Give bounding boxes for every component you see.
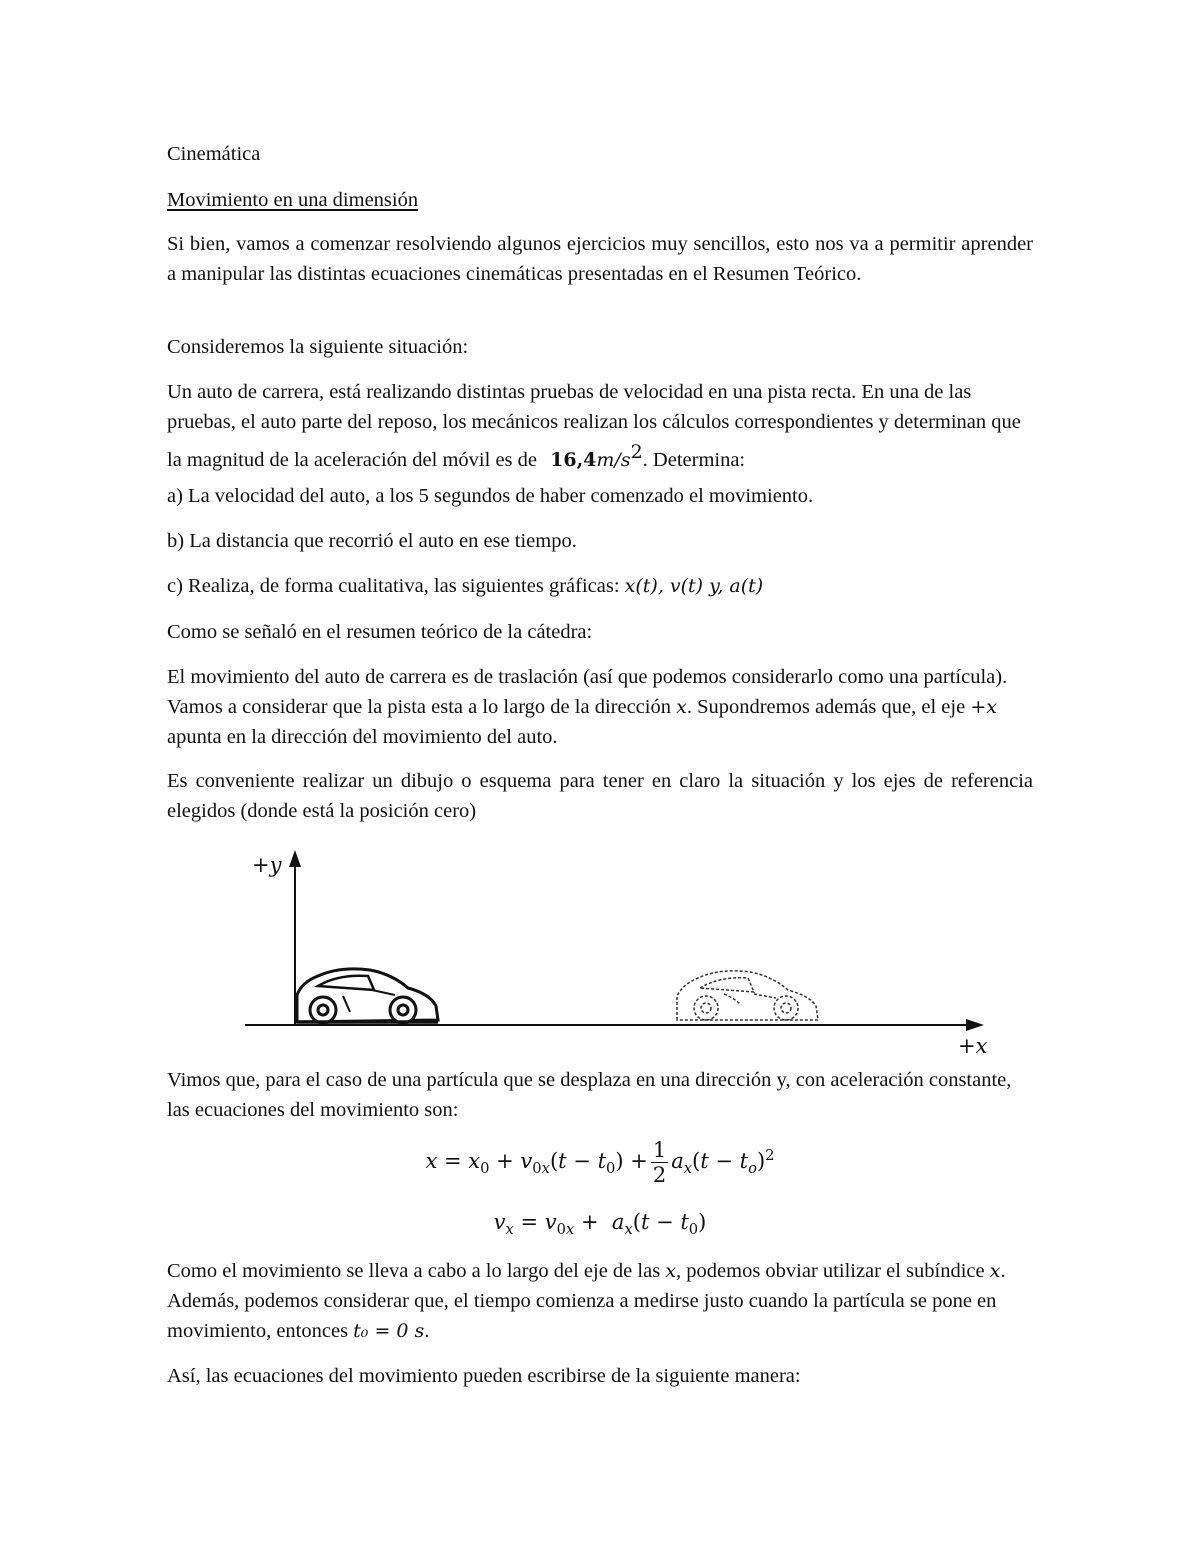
simplify-text-3: . Además, podemos considerar que, el tiempo comienza a medirse justo cuando la partícula se pone en movimiento, entonces [167, 1260, 1006, 1342]
closing-line: Así, las ecuaciones del movimiento pueden escribirse de la siguiente manera: [167, 1365, 801, 1387]
race-car-start-icon [297, 969, 438, 1023]
question-b: b) La distancia que recorrió el auto en ese tiempo. [167, 530, 577, 552]
accel-exponent: 2 [630, 441, 643, 463]
simplify-var-1: x [665, 1260, 677, 1282]
position-equation: $x = x_0 + v_{0x}(t - t_0)$ + $\frac{1}{2}$ $a_x(t - t_o)^2$ [425, 1138, 775, 1187]
question-a: a) La velocidad del auto, a los 5 segundos de haber comenzado el movimiento. [167, 485, 814, 507]
problem-text: Un auto de carrera, está realizando distintas pruebas de velocidad en una pista recta. En una de las pruebas, el auto parte del reposo, los mecánicos realizan los cálculos correspondientes y determinan que la magnitud de la aceleración del móvil es de [167, 381, 1021, 471]
translation-var-x: x [676, 696, 687, 718]
y-axis-arrow-icon [289, 850, 301, 867]
simplify-var-2: x [989, 1260, 1001, 1282]
y-axis-label: +y [252, 853, 282, 877]
question-c-functions: x(t), v(t) y, a(t) [624, 575, 764, 597]
simplify-paragraph [167, 1256, 1033, 1346]
accel-unit: m/s [596, 448, 631, 471]
situation-lead: Consideremos la siguiente situación: [167, 336, 469, 358]
equations-lead: Vimos que, para el caso de una partícula que se desplaza en una dirección y, con aceleración constante, las ecuaciones del movimiento son: [167, 1069, 1012, 1121]
problem-statement [167, 377, 1033, 475]
reference-axes-diagram [0, 840, 1200, 1065]
translation-paragraph [167, 662, 1033, 752]
accel-value: 16,4 [550, 448, 597, 471]
translation-text-3: apunta en la dirección del movimiento del auto. [167, 726, 558, 748]
simplify-text-1: Como el movimiento se lleva a cabo a lo largo del eje de las [167, 1260, 661, 1282]
x-axis-arrow-icon [966, 1019, 984, 1031]
velocity-equation: $v_x = v_{0x} + a_x(t - t_0)$ [493, 1210, 707, 1239]
t0-condition: t₀ = 0 s [353, 1320, 425, 1342]
question-c-text: c) Realiza, de forma cualitativa, las siguientes gráficas: [167, 575, 620, 597]
problem-tail: . Determina: [642, 448, 746, 471]
translation-var-plus-x: +x [970, 696, 997, 718]
simplify-text-4: . [424, 1320, 430, 1342]
intro-paragraph: Si bien, vamos a comenzar resolviendo algunos ejercicios muy sencillos, esto nos va a permitir aprender a manipular las distintas ecuaciones cinemáticas presentadas en el Resumen Teórico. [167, 233, 1033, 285]
section-heading: Movimiento en una dimensión [167, 189, 419, 211]
question-c [167, 571, 1033, 601]
theory-lead: Como se señaló en el resumen teórico de la cátedra: [167, 621, 593, 643]
translation-text-1: El movimiento del auto de carrera es de traslación (así que podemos considerarlo como una partícula). Vamos a considerar que la pista esta a lo largo de la dirección [167, 666, 1008, 718]
translation-text-2: . Supondremos además que, el eje [686, 696, 966, 718]
diagram-lead: Es conveniente realizar un dibujo o esquema para tener en claro la situación y los ejes de referencia elegidos (donde está la posición cero) [167, 770, 1033, 822]
x-axis-label: +x [958, 1034, 988, 1058]
page-title: Cinemática [167, 143, 261, 165]
race-car-end-icon [677, 971, 818, 1020]
simplify-text-2: , podemos obviar utilizar el subíndice [676, 1260, 985, 1282]
